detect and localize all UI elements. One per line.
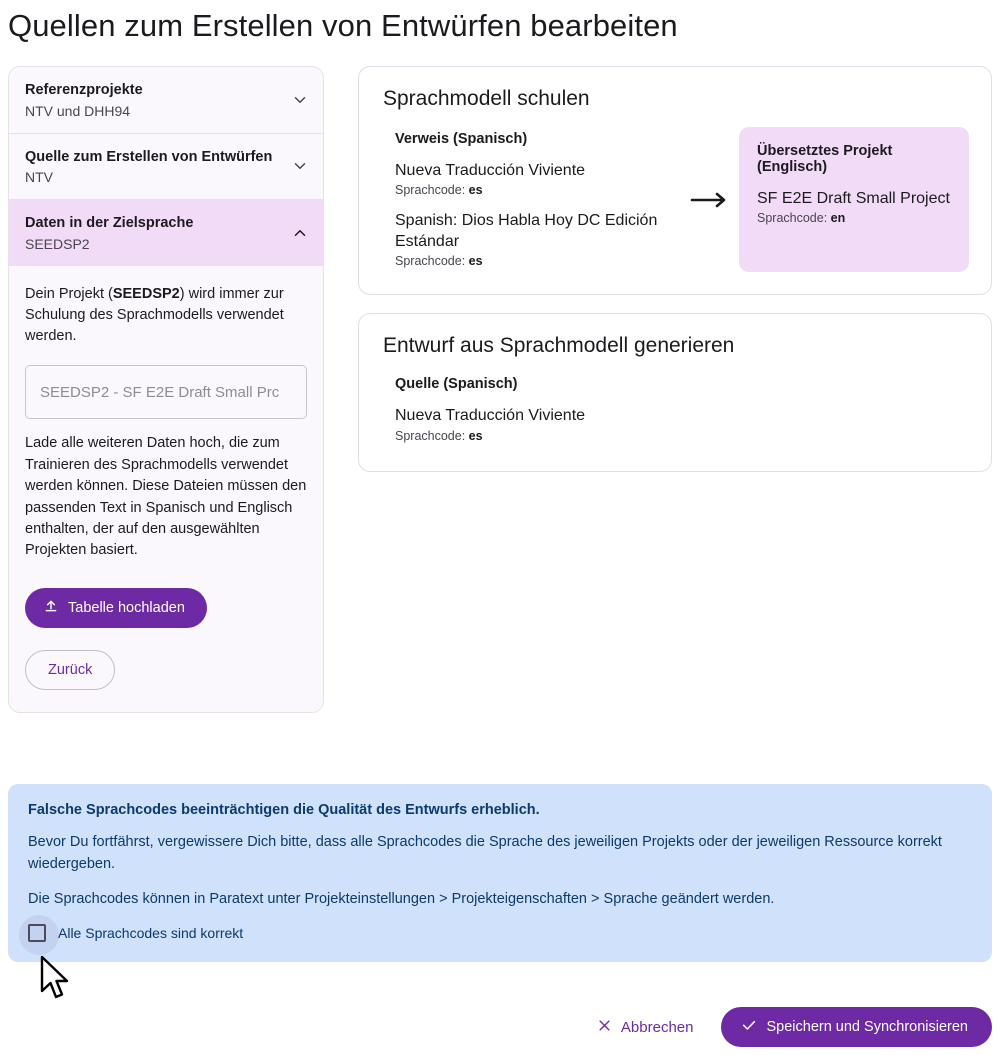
main-content	[358, 66, 992, 472]
language-code-value: es	[468, 183, 483, 198]
language-code	[395, 429, 961, 443]
sidebar-item-subtitle: SEEDSP2	[25, 235, 90, 252]
train-card-title: Sprachmodell schulen	[383, 87, 590, 110]
accordion	[8, 66, 324, 713]
arrow-right-icon	[681, 127, 739, 272]
generate-card-body	[381, 374, 969, 448]
language-code	[395, 254, 673, 268]
language-code-value: es	[468, 428, 483, 443]
language-code-value: es	[468, 254, 483, 269]
train-model-card	[358, 66, 992, 295]
list-item	[757, 189, 951, 225]
train-card-body	[381, 127, 969, 272]
checkbox-ripple	[19, 915, 59, 955]
check-icon	[741, 1017, 757, 1037]
language-code-label: Sprachcode:	[395, 428, 466, 443]
list-item	[395, 211, 673, 268]
sidebar-item-quelle[interactable]	[9, 134, 323, 201]
alert-line-2: Die Sprachcodes können in Paratext unter Projekteinstellungen > Projekteigenschaften > Sprache geändert werden.	[28, 890, 775, 907]
language-code-label: Sprachcode:	[395, 254, 466, 269]
train-target-heading: Übersetztes Projekt (Englisch)	[757, 143, 893, 175]
language-code	[395, 183, 673, 197]
zielsprache-panel	[9, 266, 323, 712]
generate-card-title: Entwurf aus Sprachmodell generieren	[383, 334, 735, 358]
panel-intro-suffix: ) wird immer zur Schulung des Sprachmodells verwendet werden.	[25, 285, 284, 344]
train-source-column	[381, 127, 681, 272]
panel-intro-project: SEEDSP2	[112, 285, 180, 302]
mouse-cursor	[40, 955, 74, 1003]
generate-source-heading: Quelle (Spanisch)	[395, 376, 518, 393]
sidebar	[8, 66, 324, 713]
project-name: Nueva Traducción Viviente	[395, 407, 586, 425]
language-code-warning	[8, 784, 992, 962]
save-and-sync-label: Speichern und Synchronisieren	[766, 1019, 968, 1035]
list-item	[395, 161, 673, 197]
panel-intro-prefix: Dein Projekt (	[25, 285, 113, 302]
upload-table-label: Tabelle hochladen	[68, 599, 185, 616]
sidebar-item-zielsprache[interactable]	[9, 200, 323, 266]
sidebar-item-subtitle: NTV und DHH94	[25, 102, 131, 119]
project-field-value: SEEDSP2 - SF E2E Draft Small Prc	[40, 383, 280, 401]
page-title: Quellen zum Erstellen von Entwürfen bearbeiten	[8, 8, 678, 43]
sidebar-item-title: Quelle zum Erstellen von Entwürfen	[25, 148, 273, 165]
confirm-codes-checkbox[interactable]	[28, 924, 46, 942]
chevron-down-icon[interactable]	[291, 91, 309, 109]
panel-intro-text	[25, 284, 307, 347]
upload-icon	[43, 598, 59, 618]
cancel-button-label: Abbrechen	[620, 1018, 694, 1036]
alert-line-1: Bevor Du fortfährst, vergewissere Dich bitte, dass alle Sprachcodes die Sprache des jeweiligen Projekts oder der jeweiligen Ressource korrekt wiedergeben.	[28, 834, 942, 872]
upload-hint-text: Lade alle weiteren Daten hoch, die zum Trainieren des Sprachmodells verwendet werden können. Diese Dateien müssen den passenden Text in Spanisch und Englisch enthalten, der auf den ausgewählten Projekten basiert.	[25, 435, 307, 559]
project-name: Spanish: Dios Habla Hoy DC Edición Estándar	[395, 212, 658, 250]
language-code	[757, 211, 951, 225]
train-source-heading: Verweis (Spanisch)	[395, 131, 528, 147]
language-code-label: Sprachcode:	[757, 211, 828, 226]
dialog-footer	[587, 1007, 992, 1047]
list-item	[395, 406, 961, 442]
generate-draft-card	[358, 313, 992, 471]
save-and-sync-button[interactable]	[721, 1007, 992, 1047]
project-name: SF E2E Draft Small Project	[757, 190, 950, 207]
train-target-panel	[739, 127, 969, 272]
chevron-down-icon[interactable]	[291, 157, 309, 175]
cancel-button[interactable]	[587, 1010, 704, 1045]
project-field[interactable]	[25, 365, 307, 419]
chevron-up-icon[interactable]	[291, 224, 309, 242]
upload-table-button[interactable]	[25, 588, 207, 628]
confirm-codes-row[interactable]	[28, 924, 970, 942]
sidebar-item-title: Daten in der Zielsprache	[25, 215, 194, 232]
language-code-value: en	[830, 211, 846, 226]
back-button[interactable]	[25, 650, 115, 690]
sidebar-item-subtitle: NTV	[25, 169, 53, 186]
confirm-codes-label: Alle Sprachcodes sind korrekt	[58, 925, 244, 942]
sidebar-item-referenzprojekte[interactable]	[9, 67, 323, 134]
project-name: Nueva Traducción Viviente	[395, 162, 586, 179]
back-button-label: Zurück	[48, 661, 93, 678]
language-code-label: Sprachcode:	[395, 183, 466, 198]
close-icon	[597, 1018, 612, 1037]
sidebar-item-title: Referenzprojekte	[25, 82, 143, 98]
alert-title: Falsche Sprachcodes beeinträchtigen die Qualität des Entwurfs erheblich.	[28, 802, 540, 818]
